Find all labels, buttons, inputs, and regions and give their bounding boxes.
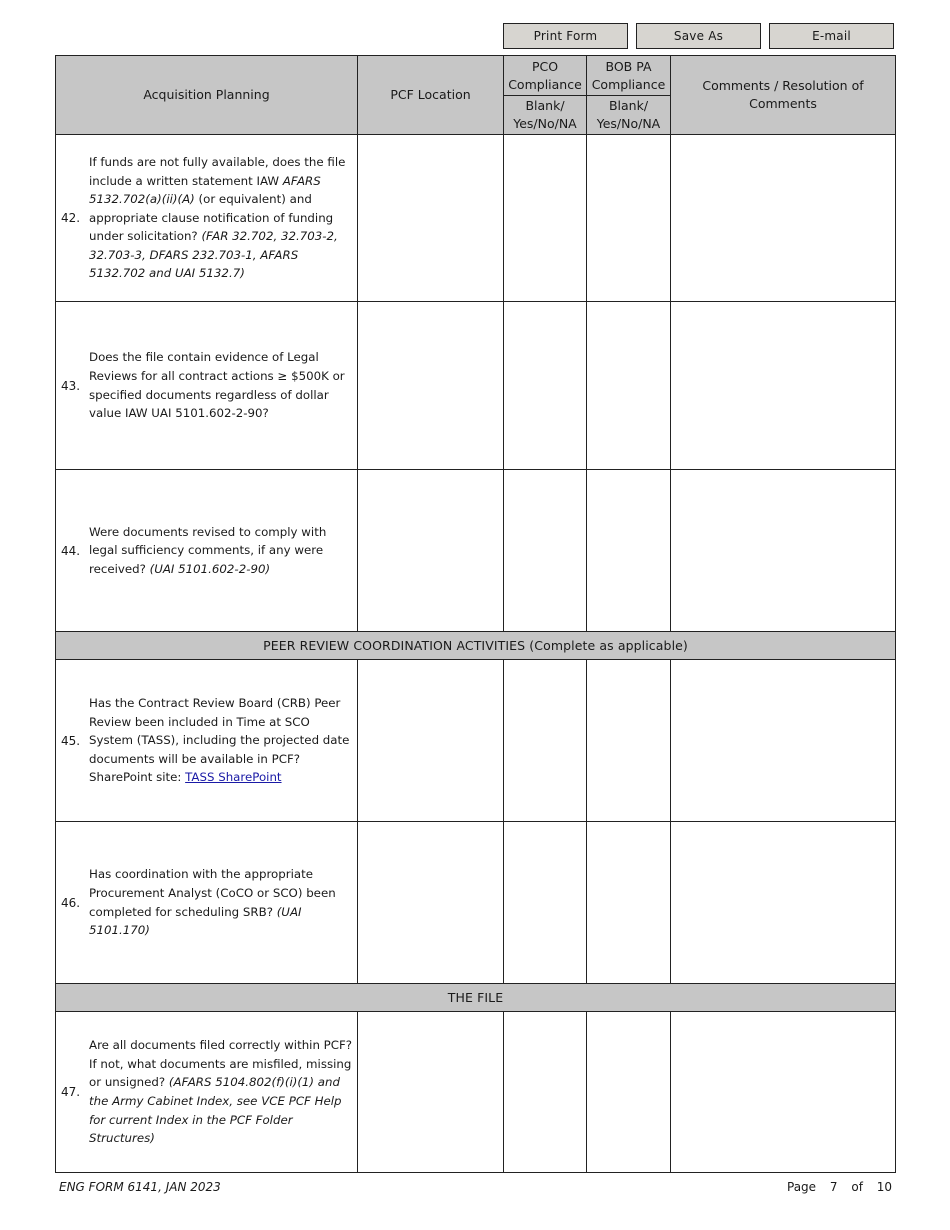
print-form-button[interactable]: Print Form: [503, 23, 628, 49]
header-acquisition-planning: Acquisition Planning: [56, 56, 358, 135]
question-42: [56, 135, 358, 302]
pco-compliance-field[interactable]: [504, 1012, 587, 1173]
question-text: Has coordination with the appropriate Procurement Analyst (CoCO or SCO) been completed for scheduling SRB? (UAI 5101.170): [89, 867, 336, 938]
section-peer-review: PEER REVIEW COORDINATION ACTIVITIES (Complete as applicable): [56, 632, 896, 660]
comments-field[interactable]: [671, 302, 896, 470]
comments-field[interactable]: [671, 660, 896, 822]
comments-field[interactable]: [671, 1012, 896, 1173]
email-button[interactable]: E-mail: [769, 23, 894, 49]
section-the-file: THE FILE: [56, 984, 896, 1012]
tass-sharepoint-link[interactable]: TASS SharePoint: [185, 770, 282, 785]
header-bob-values: Blank/ Yes/No/NA: [587, 96, 671, 135]
header-pco-compliance: PCO Compliance: [504, 56, 587, 96]
pcf-location-field[interactable]: [358, 822, 504, 984]
page-indicator: [787, 1180, 902, 1194]
question-number: 44.: [61, 543, 81, 558]
bob-compliance-field[interactable]: [587, 660, 671, 822]
question-46: [56, 822, 358, 984]
question-text: Were documents revised to comply with legal sufficiency comments, if any were received? (UAI 5101.602-2-90): [89, 524, 327, 576]
bob-compliance-field[interactable]: [587, 1012, 671, 1173]
header-comments: Comments / Resolution of Comments: [671, 56, 896, 135]
pcf-location-field[interactable]: [358, 135, 504, 302]
question-44: [56, 470, 358, 632]
pco-compliance-field[interactable]: [504, 135, 587, 302]
question-number: 42.: [61, 211, 81, 225]
table-row: [56, 135, 896, 302]
question-number: 43.: [61, 378, 81, 393]
pcf-location-field[interactable]: [358, 302, 504, 470]
bob-compliance-field[interactable]: [587, 135, 671, 302]
table-row: [56, 302, 896, 470]
page-total: 10: [876, 1180, 893, 1194]
question-43: [56, 302, 358, 470]
question-text: If funds are not fully available, does the file include a written statement IAW AFARS 5132.702(a)(ii)(A) (or equivalent) and appropriate clause notification of funding under solicitation? (FAR 32.702, 32.703-2, 32.703-3, DFARS 232.703-1, AFARS 5132.702 and UAI 5132.7): [89, 154, 346, 281]
question-45: [56, 660, 358, 822]
header-pco-values: Blank/ Yes/No/NA: [504, 96, 587, 135]
of-label: of: [851, 1180, 863, 1194]
header-pcf-location: PCF Location: [358, 56, 504, 135]
header-bob-compliance: BOB PA Compliance: [587, 56, 671, 96]
bob-compliance-field[interactable]: [587, 470, 671, 632]
page-label: Page: [787, 1180, 817, 1194]
pcf-location-field[interactable]: [358, 660, 504, 822]
table-row: [56, 470, 896, 632]
question-number: 47.: [61, 1085, 81, 1099]
question-number: 46.: [61, 895, 81, 910]
checklist-table: [55, 55, 896, 1173]
question-47: [56, 1012, 358, 1173]
pco-compliance-field[interactable]: [504, 660, 587, 822]
table-row: [56, 660, 896, 822]
question-text: Does the file contain evidence of Legal Reviews for all contract actions ≥ $500K or specified documents regardless of dollar value IAW UAI 5101.602-2-90?: [89, 350, 345, 421]
bob-compliance-field[interactable]: [587, 302, 671, 470]
comments-field[interactable]: [671, 135, 896, 302]
pco-compliance-field[interactable]: [504, 302, 587, 470]
comments-field[interactable]: [671, 470, 896, 632]
pco-compliance-field[interactable]: [504, 822, 587, 984]
comments-field[interactable]: [671, 822, 896, 984]
form-identifier: ENG FORM 6141, JAN 2023: [59, 1180, 221, 1194]
pcf-location-field[interactable]: [358, 470, 504, 632]
save-as-button[interactable]: Save As: [636, 23, 761, 49]
bob-compliance-field[interactable]: [587, 822, 671, 984]
page-number: 7: [829, 1180, 838, 1194]
question-text: Are all documents filed correctly within PCF? If not, what documents are misfiled, missing or unsigned? (AFARS 5104.802(f)(i)(1) and the Army Cabinet Index, see VCE PCF Help for current Index in the PCF Folder Structures): [89, 1038, 353, 1146]
question-number: 45.: [61, 733, 81, 748]
question-text: Has the Contract Review Board (CRB) Peer Review been included in Time at SCO System (TASS), including the projected date documents will be available in PCF? SharePoint site: TASS SharePoint: [89, 696, 350, 785]
table-row: [56, 822, 896, 984]
pcf-location-field[interactable]: [358, 1012, 504, 1173]
pco-compliance-field[interactable]: [504, 470, 587, 632]
table-row: [56, 1012, 896, 1173]
